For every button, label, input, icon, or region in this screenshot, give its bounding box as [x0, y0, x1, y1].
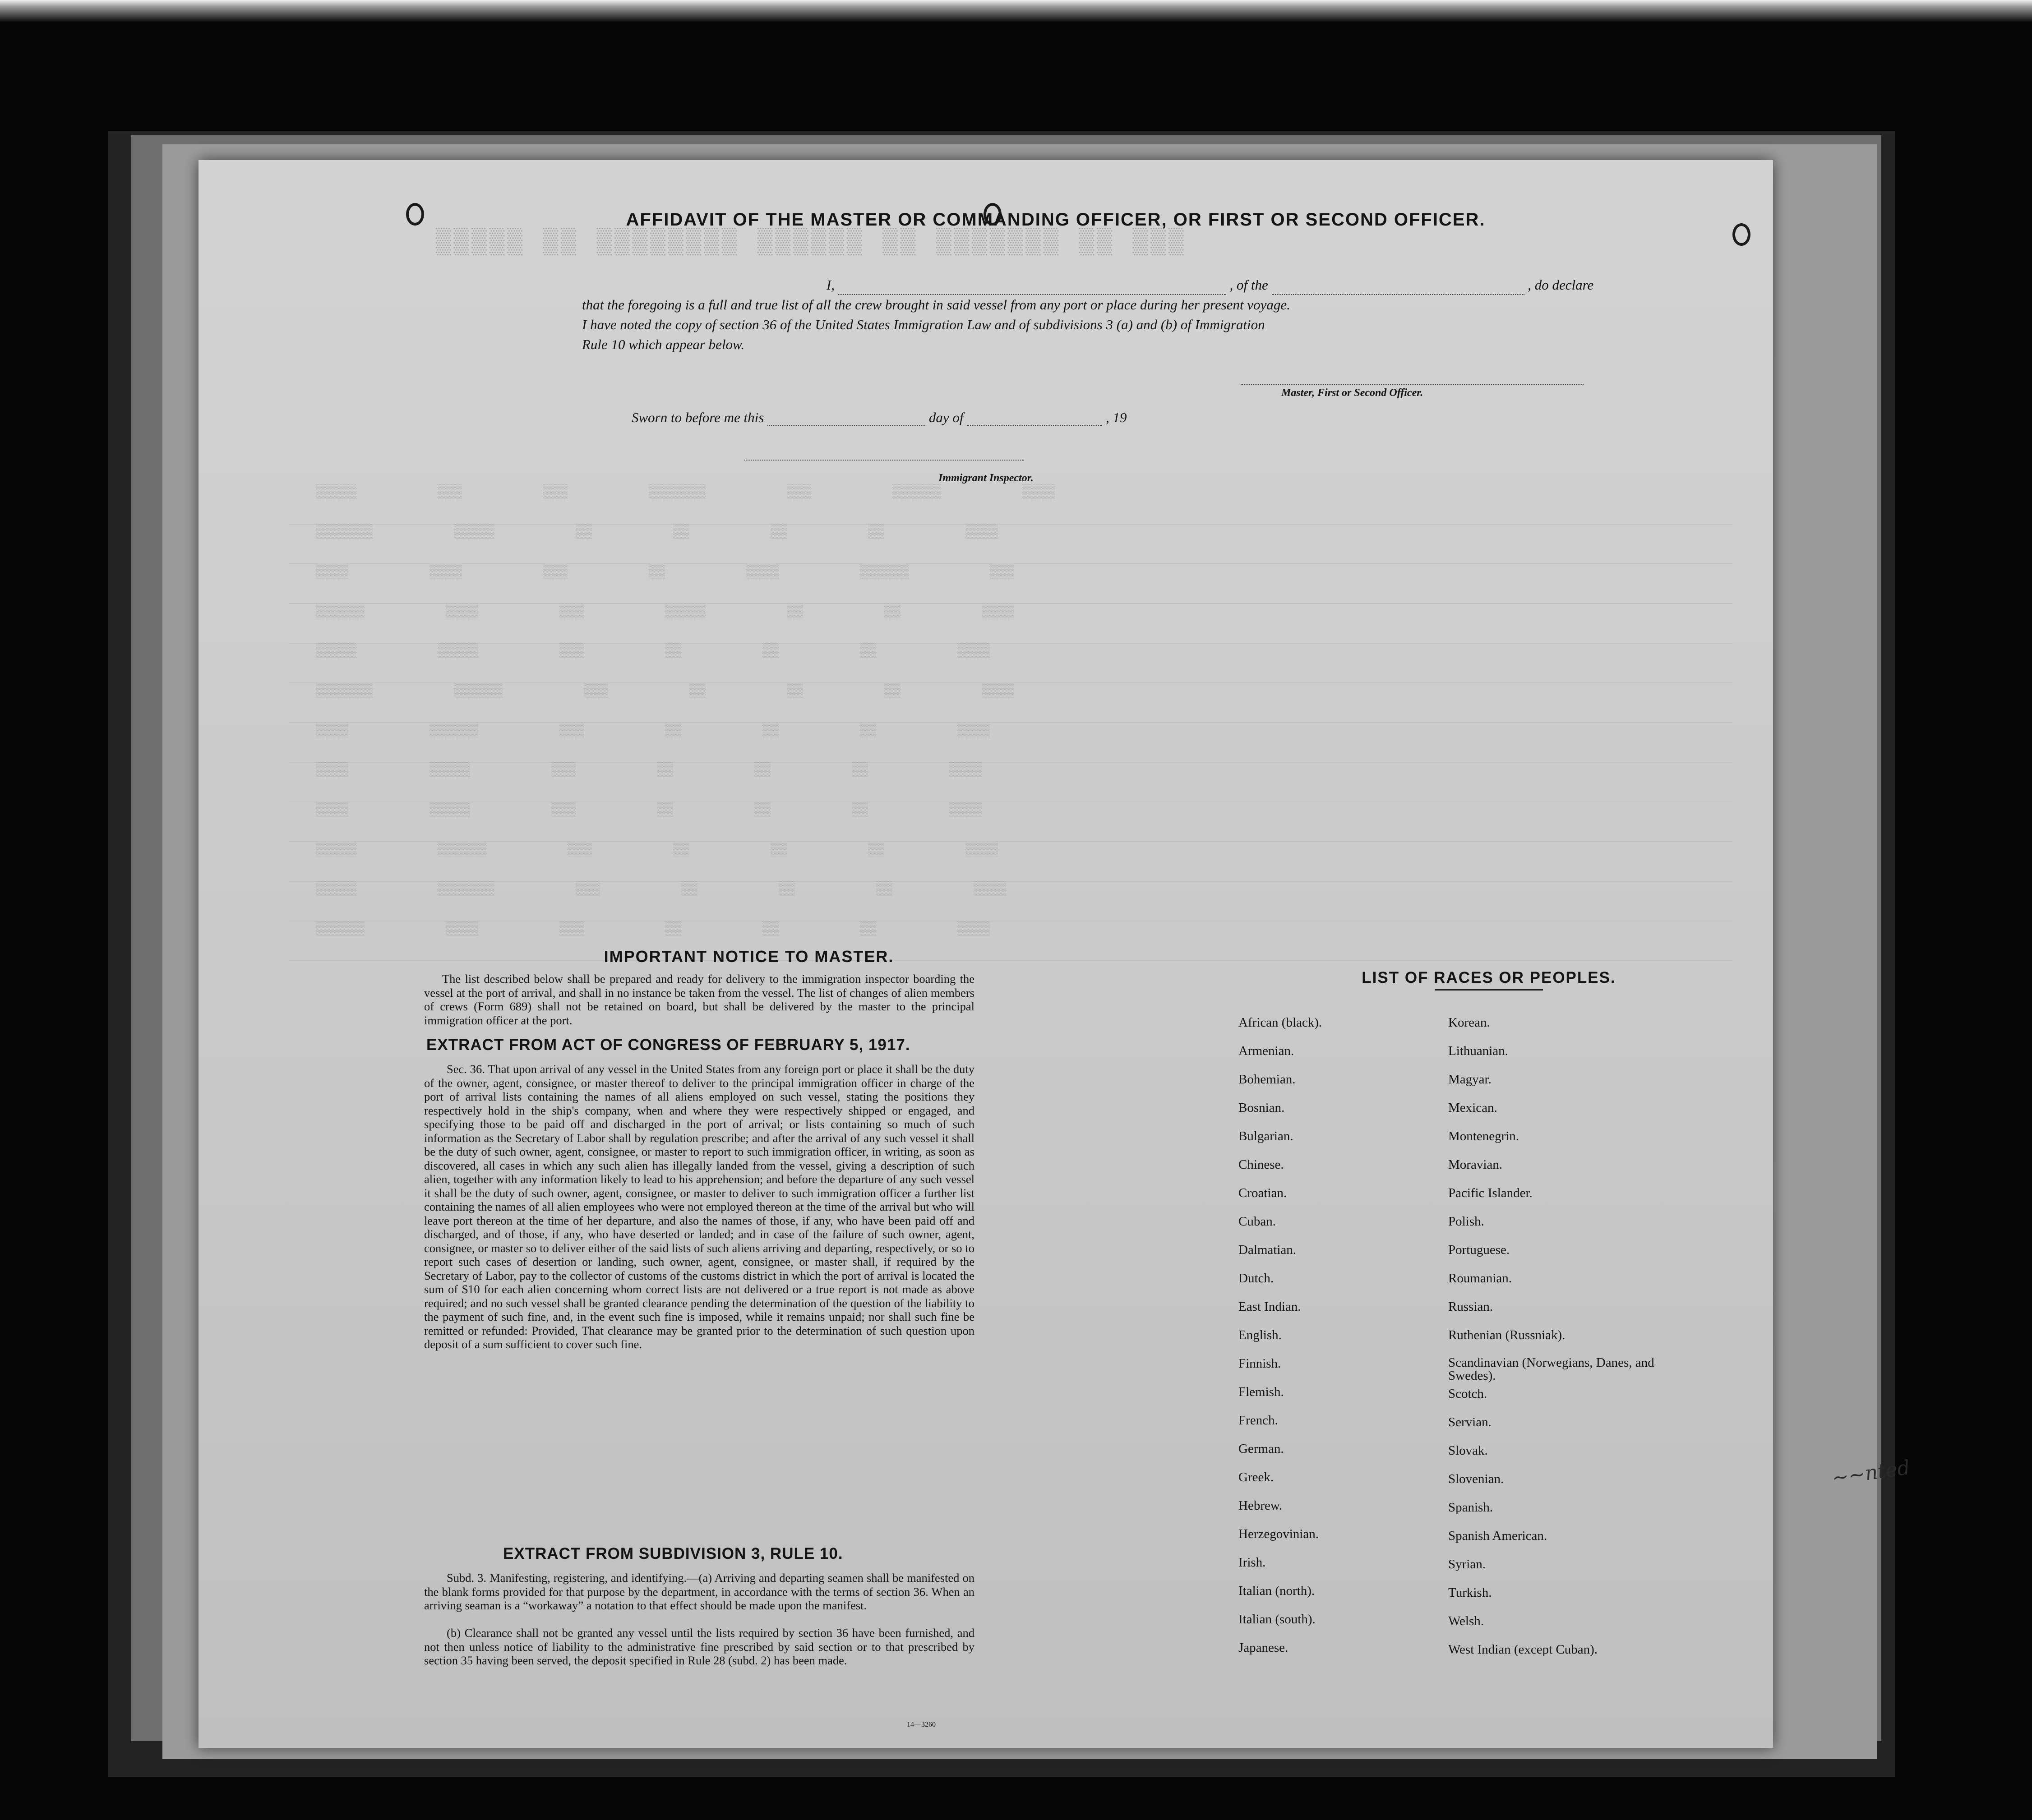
race-item: Servian. — [1448, 1415, 1492, 1429]
race-item: Moravian. — [1448, 1157, 1502, 1172]
race-item: Montenegrin. — [1448, 1129, 1519, 1143]
scan-top-edge — [0, 0, 2032, 22]
race-item: Greek. — [1238, 1470, 1274, 1484]
race-item: Cuban. — [1238, 1214, 1276, 1229]
race-item: Turkish. — [1448, 1585, 1492, 1600]
declaration-line: that the foregoing is a full and true list of all the crew brought in said vessel from any port or place during her present voyage. — [582, 297, 1290, 313]
race-item: Welsh. — [1448, 1614, 1484, 1628]
race-item: Dalmatian. — [1238, 1243, 1297, 1257]
race-item: Italian (south). — [1238, 1612, 1316, 1626]
race-item: Herzegovinian. — [1238, 1527, 1319, 1541]
sworn-day-blank[interactable] — [767, 411, 925, 426]
race-item: Spanish. — [1448, 1500, 1493, 1515]
race-item: Japanese. — [1238, 1640, 1288, 1655]
bleed-through-title: ▒▒▒ ▒▒ ▒▒▒▒▒▒▒ ▒▒ ▒▒▒▒▒▒ ▒▒▒▒▒▒▒▒ ▒▒ ▒▒▒▒▒ — [433, 228, 1184, 257]
race-item: West Indian (except Cuban). — [1448, 1642, 1598, 1657]
rule-text-a: Subd. 3. Manifesting, registering, and identifying.—(a) Arriving and departing seamen shall be manifested on the blank forms provided for that purpose by the department, in accordance with the terms of section 36. When an arriving seaman is a “workaway” a notation to that effect should be made upon the manifest. — [424, 1571, 974, 1612]
master-signature-line[interactable] — [1241, 384, 1584, 385]
inspector-signature-line[interactable] — [744, 460, 1024, 461]
race-item: Bohemian. — [1238, 1072, 1296, 1087]
race-item: Korean. — [1448, 1015, 1490, 1030]
race-item: East Indian. — [1238, 1299, 1301, 1314]
race-item: Slovak. — [1448, 1443, 1488, 1458]
races-title: LIST OF RACES OR PEOPLES. — [1362, 969, 1616, 986]
declaration-line: Rule 10 which appear below. — [582, 336, 745, 352]
notice-text: The list described below shall be prepared and ready for delivery to the immigration inspector boarding the vessel at the port of arrival, and shall in no instance be taken from the vessel. The list of changes of alien members of crews (Form 689) shall not be retained on board, but shall be delivered by the master to the principal immigration officer at the port. — [424, 972, 974, 1027]
race-item: Polish. — [1448, 1214, 1484, 1229]
race-item: Lithuanian. — [1448, 1044, 1508, 1058]
race-item: Ruthenian (Russniak). — [1448, 1328, 1566, 1342]
race-item: Mexican. — [1448, 1101, 1497, 1115]
declaration-line: I have noted the copy of section 36 of the United States Immigration Law and of subdivisions 3 (a) and (b) of Immigration — [582, 317, 1265, 332]
act-text: Sec. 36. That upon arrival of any vessel in the United States from any foreign port or place it shall be the duty of the owner, agent, consignee, or master thereof to deliver to the principal immigration officer in charge of the port of arrival lists containing the names of all aliens employed on such vessel, stating the positions they respectively hold in the ship's company, when and where they were respectively shipped or engaged, and specifying those to be paid off and discharged in the port of arrival; or lists containing so much of such information as the Secretary of Labor shall by regulation prescribe; and after the arrival of any such vessel it shall be the duty of such owner, agent, consignee, or master to report to such immigration officer, in writing, as soon as discovered, all cases in which any such alien has illegally landed from the vessel, giving a description of such alien, together with any information likely to lead to his apprehension; and before the departure of any such vessel it shall be the duty of such owner, agent, consignee, or master to deliver to such immigration officer a further list containing the names of all alien employees who were not employed thereon at the time of the arrival but who will leave port thereon at the time of her departure, and also the names of those, if any, who have been paid off and discharged, and of those, if any, who have deserted or landed; and in case of the failure of such owner, agent, consignee, or master so to deliver either of the said lists of such aliens arriving and departing, respectively, or so to report such cases of desertion or landing, such owner, agent, consignee, or master shall, if required by the Secretary of Labor, pay to the collector of customs of the customs district in which the port of arrival is located the sum of $10 for each alien concerning whom correct lists are not delivered or a true report is not made as above required; and no such vessel shall be granted clearance pending the determination of the question of the liability to the payment of such fine, and, in the event such fine is imposed, while it remains unpaid; nor shall such fine be remitted or refunded: Provided, That clearance may be granted prior to the determination of such question upon deposit of a sum sufficient to cover such fine. — [424, 1062, 974, 1351]
race-item: German. — [1238, 1442, 1284, 1456]
binder-hole-icon — [406, 203, 424, 226]
rule-text-b: (b) Clearance shall not be granted any vessel until the lists required by section 36 have been furnished, and not then unless notice of liability to the administrative fine prescribed by said section or to that prescribed by section 35 having been served, the deposit specified in Rule 28 (subd. 2) has been made. — [424, 1626, 974, 1667]
affidavit-declaration — [582, 275, 1701, 355]
bleed-through-rows: ▒▒▒▒▒ ▒▒▒ ▒▒▒ ▒▒▒▒▒▒▒ ▒▒▒ ▒▒▒▒▒▒ ▒▒▒▒ ▒▒▒▒▒▒▒ ▒▒▒▒▒ ▒▒ ▒▒ ▒▒ ▒▒ ▒▒▒▒ ▒▒▒▒ ▒▒▒▒ ▒▒▒ ▒▒ ▒▒▒▒ ▒▒▒▒▒▒ ▒▒▒ ▒▒▒▒▒▒ ▒▒▒▒ ▒▒▒ ▒▒▒▒▒ ▒▒ ▒▒ ▒▒▒▒ ▒▒▒▒▒ ▒▒▒▒▒ ▒▒▒ ▒▒ ▒▒ ▒▒ ▒▒▒▒ ▒▒▒▒▒▒▒ ▒▒▒▒▒▒ ▒▒▒ ▒▒ ▒▒ ▒▒ ▒▒▒▒ ▒▒▒▒ ▒▒▒▒▒▒ ▒▒▒ ▒▒ ▒▒ ▒▒ ▒▒▒▒ ▒▒▒▒ ▒▒▒▒▒ ▒▒▒ ▒▒ ▒▒ ▒▒ ▒▒▒▒ ▒▒▒▒ ▒▒▒▒▒ ▒▒▒ ▒▒ ▒▒ ▒▒ ▒▒▒▒ ▒▒▒▒▒ ▒▒▒▒▒▒ ▒▒▒ ▒▒ ▒▒ ▒▒ ▒▒▒▒ ▒▒▒▒▒ ▒▒▒▒▒▒▒ ▒▒▒ ▒▒ ▒▒ ▒▒ ▒▒▒▒ ▒▒▒▒▒▒ ▒▒▒▒ ▒▒▒ ▒▒ ▒▒ ▒▒ ▒▒▒▒ — [289, 485, 1732, 961]
race-item: Pacific Islander. — [1448, 1186, 1533, 1200]
act-title: EXTRACT FROM ACT OF CONGRESS OF FEBRUARY 5, 1917. — [426, 1036, 910, 1054]
declaration-of-the: , of the — [1229, 277, 1268, 293]
master-signature-caption: Master, First or Second Officer. — [1281, 387, 1423, 399]
handwritten-annotation: ~~nted — [1830, 1456, 1912, 1490]
inspector-signature-caption: Immigrant Inspector. — [938, 472, 1034, 484]
race-item: Irish. — [1238, 1555, 1266, 1570]
race-item: English. — [1238, 1328, 1282, 1342]
race-item: Flemish. — [1238, 1385, 1284, 1399]
race-item: Spanish American. — [1448, 1529, 1547, 1543]
sworn-statement — [632, 410, 1127, 426]
manifest-page — [199, 160, 1773, 1748]
race-item: African (black). — [1238, 1015, 1322, 1030]
notice-title: IMPORTANT NOTICE TO MASTER. — [604, 947, 894, 966]
binder-hole-icon — [1732, 223, 1750, 246]
race-item: Finnish. — [1238, 1356, 1281, 1371]
vessel-name-blank[interactable] — [1272, 281, 1524, 295]
form-number: 14—3260 — [907, 1721, 936, 1728]
race-item: French. — [1238, 1413, 1278, 1428]
race-item: Scandinavian (Norwegians, Danes, and Swedes). — [1448, 1355, 1654, 1383]
race-item: Roumanian. — [1448, 1271, 1512, 1286]
sworn-year: , 19 — [1105, 410, 1127, 425]
race-item: Bulgarian. — [1238, 1129, 1293, 1143]
master-name-blank[interactable] — [838, 281, 1226, 295]
affidavit-title: AFFIDAVIT OF THE MASTER OR COMMANDING OFFICER, OR FIRST OR SECOND OFFICER. — [626, 210, 1486, 230]
race-item: Bosnian. — [1238, 1101, 1285, 1115]
sworn-prefix: Sworn to before me this — [632, 410, 764, 425]
sworn-month-blank[interactable] — [967, 411, 1102, 426]
rule-title: EXTRACT FROM SUBDIVISION 3, RULE 10. — [503, 1545, 843, 1562]
race-item: Chinese. — [1238, 1157, 1284, 1172]
race-item: Hebrew. — [1238, 1498, 1283, 1513]
declaration-declare: , do declare — [1528, 277, 1594, 293]
race-item: Magyar. — [1448, 1072, 1492, 1087]
race-item: Croatian. — [1238, 1186, 1287, 1200]
sworn-day-of: day of — [928, 410, 964, 425]
race-item: Italian (north). — [1238, 1584, 1315, 1598]
race-item: Russian. — [1448, 1299, 1493, 1314]
declaration-i: I, — [826, 277, 835, 293]
race-item: Dutch. — [1238, 1271, 1274, 1286]
race-item: Scotch. — [1448, 1387, 1487, 1401]
race-item: Portuguese. — [1448, 1243, 1510, 1257]
race-item: Slovenian. — [1448, 1472, 1504, 1486]
race-item: Armenian. — [1238, 1044, 1294, 1058]
races-title-rule — [1435, 989, 1543, 991]
race-item: Syrian. — [1448, 1557, 1486, 1571]
